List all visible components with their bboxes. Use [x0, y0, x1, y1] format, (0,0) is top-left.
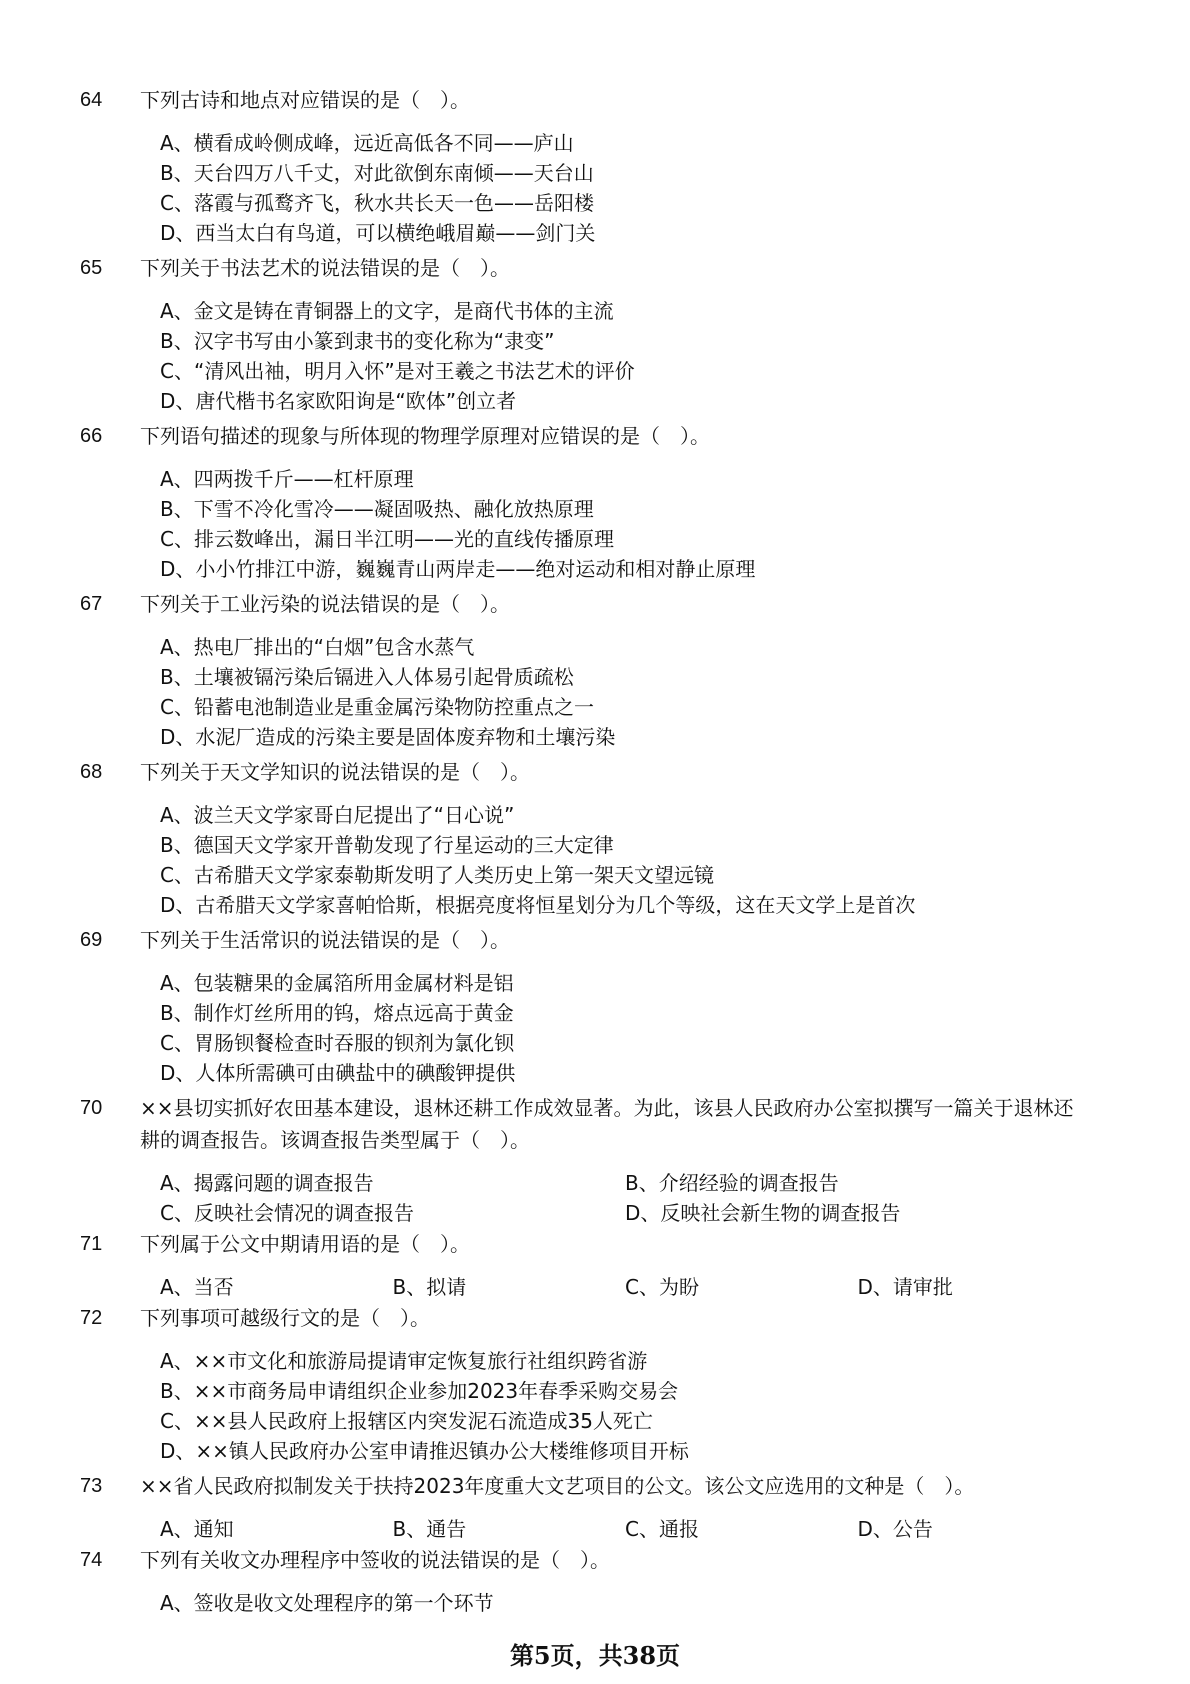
- option-d: D、小小竹排江中游，巍巍青山两岸走——绝对运动和相对静止原理: [160, 557, 756, 581]
- question-74: [80, 1544, 1090, 1618]
- option-d: D、反映社会新生物的调查报告: [625, 1201, 901, 1225]
- option-a: A、签收是收文处理程序的第一个环节: [160, 1591, 494, 1615]
- option-a: A、当否: [160, 1275, 234, 1299]
- question-67: [80, 588, 1090, 752]
- question-68: [80, 756, 1090, 920]
- option-list: [160, 1346, 1090, 1466]
- option-a: A、四两拨千斤——杠杆原理: [160, 467, 414, 491]
- option-a: A、波兰天文学家哥白尼提出了“日心说”: [160, 803, 515, 827]
- option-b: B、土壤被镉污染后镉进入人体易引起骨质疏松: [160, 665, 574, 689]
- option-c: C、胃肠钡餐检查时吞服的钡剂为氯化钡: [160, 1031, 514, 1055]
- option-c: C、“清风出袖，明月入怀”是对王羲之书法艺术的评价: [160, 359, 635, 383]
- option-b: B、下雪不冷化雪冷——凝固吸热、融化放热原理: [160, 497, 594, 521]
- option-list: [160, 296, 1090, 416]
- question-number: 64: [80, 89, 103, 111]
- option-b: B、天台四万八千丈，对此欲倒东南倾——天台山: [160, 161, 594, 185]
- option-list: [160, 128, 1090, 248]
- option-c: C、反映社会情况的调查报告: [160, 1201, 414, 1225]
- question-65: [80, 252, 1090, 416]
- option-d: D、公告: [857, 1517, 933, 1541]
- option-c: C、排云数峰出，漏日半江明——光的直线传播原理: [160, 527, 614, 551]
- option-list: [160, 464, 1090, 584]
- question-number: 65: [80, 257, 103, 279]
- question-number: 73: [80, 1475, 103, 1497]
- question-stem: ××县切实抓好农田基本建设，退林还耕工作成效显著。为此，该县人民政府办公室拟撰写一篇关于退林还耕的调查报告。该调查报告类型属于（ ）。: [140, 1096, 1074, 1152]
- question-number: 72: [80, 1307, 103, 1329]
- question-stem: 下列关于天文学知识的说法错误的是（ ）。: [140, 760, 530, 784]
- question-number: 74: [80, 1549, 103, 1571]
- option-d: D、唐代楷书名家欧阳询是“欧体”创立者: [160, 389, 517, 413]
- option-list: [160, 1168, 1090, 1228]
- option-d: D、古希腊天文学家喜帕恰斯，根据亮度将恒星划分为几个等级，这在天文学上是首次: [160, 893, 916, 917]
- option-c: C、××县人民政府上报辖区内突发泥石流造成35人死亡: [160, 1409, 653, 1433]
- page-footer: 第5页，共38页: [509, 1641, 681, 1670]
- option-a: A、揭露问题的调查报告: [160, 1171, 374, 1195]
- option-b: B、制作灯丝所用的钨，熔点远高于黄金: [160, 1001, 514, 1025]
- option-list: [160, 1514, 1090, 1544]
- option-b: B、通告: [392, 1517, 467, 1541]
- question-stem: 下列关于生活常识的说法错误的是（ ）。: [140, 928, 510, 952]
- option-a: A、××市文化和旅游局提请审定恢复旅行社组织跨省游: [160, 1349, 648, 1373]
- option-b: B、介绍经验的调查报告: [625, 1171, 839, 1195]
- question-stem: 下列语句描述的现象与所体现的物理学原理对应错误的是（ ）。: [140, 424, 710, 448]
- option-list: [160, 968, 1090, 1088]
- option-list: [160, 800, 1090, 920]
- question-66: [80, 420, 1090, 584]
- question-stem: 下列属于公文中期请用语的是（ ）。: [140, 1232, 470, 1256]
- question-stem: 下列关于工业污染的说法错误的是（ ）。: [140, 592, 510, 616]
- option-d: D、××镇人民政府办公室申请推迟镇办公大楼维修项目开标: [160, 1439, 689, 1463]
- question-stem: 下列有关收文办理程序中签收的说法错误的是（ ）。: [140, 1548, 610, 1572]
- option-c: C、落霞与孤鹜齐飞，秋水共长天一色——岳阳楼: [160, 191, 594, 215]
- option-b: B、××市商务局申请组织企业参加2023年春季采购交易会: [160, 1379, 679, 1403]
- option-list: [160, 1588, 1090, 1618]
- option-d: D、人体所需碘可由碘盐中的碘酸钾提供: [160, 1061, 516, 1085]
- option-a: A、通知: [160, 1517, 234, 1541]
- option-a: A、热电厂排出的“白烟”包含水蒸气: [160, 635, 475, 659]
- question-64: [80, 84, 1090, 248]
- option-list: [160, 632, 1090, 752]
- question-number: 67: [80, 593, 103, 615]
- option-b: B、拟请: [392, 1275, 467, 1299]
- option-a: A、包装糖果的金属箔所用金属材料是铝: [160, 971, 514, 995]
- option-d: D、水泥厂造成的污染主要是固体废弃物和土壤污染: [160, 725, 616, 749]
- question-number: 68: [80, 761, 103, 783]
- question-stem: 下列事项可越级行文的是（ ）。: [140, 1306, 430, 1330]
- question-number: 69: [80, 929, 103, 951]
- question-number: 70: [80, 1097, 103, 1119]
- question-number: 66: [80, 425, 103, 447]
- option-c: C、古希腊天文学家泰勒斯发明了人类历史上第一架天文望远镜: [160, 863, 714, 887]
- question-69: [80, 924, 1090, 1088]
- question-70: [80, 1092, 1090, 1228]
- option-c: C、通报: [625, 1517, 699, 1541]
- option-b: B、德国天文学家开普勒发现了行星运动的三大定律: [160, 833, 614, 857]
- question-stem: 下列古诗和地点对应错误的是（ ）。: [140, 88, 470, 112]
- question-73: [80, 1470, 1090, 1544]
- option-c: C、铅蓄电池制造业是重金属污染物防控重点之一: [160, 695, 594, 719]
- option-c: C、为盼: [625, 1275, 699, 1299]
- question-stem: ××省人民政府拟制发关于扶持2023年度重大文艺项目的公文。该公文应选用的文种是（ ）。: [140, 1474, 975, 1498]
- question-72: [80, 1302, 1090, 1466]
- option-a: A、横看成岭侧成峰，远近高低各不同——庐山: [160, 131, 574, 155]
- option-d: D、西当太白有鸟道，可以横绝峨眉巅——剑门关: [160, 221, 596, 245]
- question-stem: 下列关于书法艺术的说法错误的是（ ）。: [140, 256, 510, 280]
- option-d: D、请审批: [857, 1275, 953, 1299]
- question-71: [80, 1228, 1090, 1302]
- option-a: A、金文是铸在青铜器上的文字，是商代书体的主流: [160, 299, 614, 323]
- option-list: [160, 1272, 1090, 1302]
- option-b: B、汉字书写由小篆到隶书的变化称为“隶变”: [160, 329, 555, 353]
- question-number: 71: [80, 1233, 103, 1255]
